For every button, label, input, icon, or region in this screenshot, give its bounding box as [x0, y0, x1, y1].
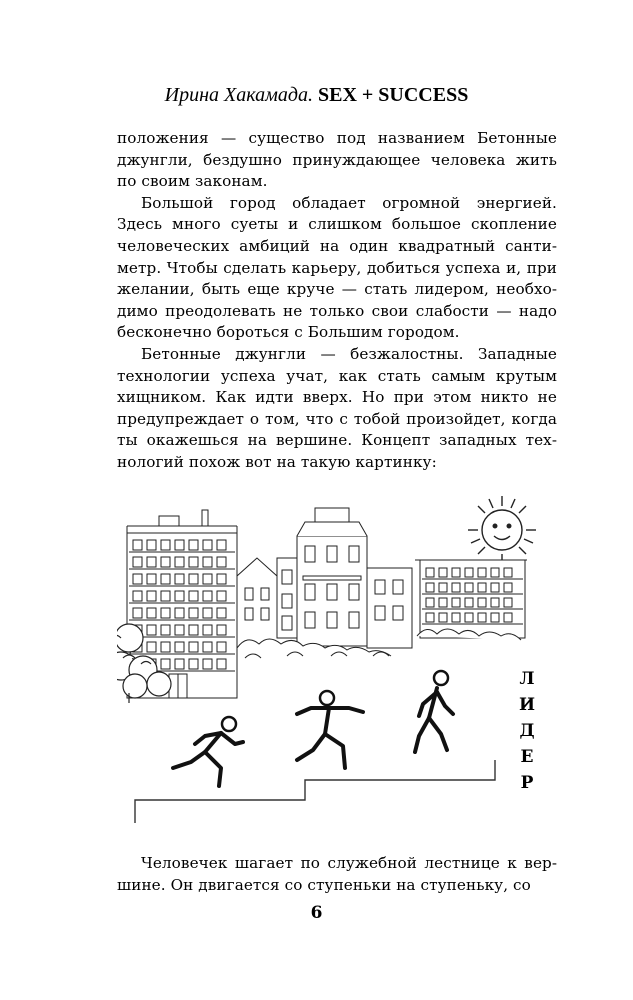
- leader-letter: Л: [519, 669, 535, 689]
- page-number: 6: [310, 903, 323, 923]
- running-figure-2: [297, 691, 363, 768]
- leader-label: [519, 669, 535, 793]
- leader-letter: Р: [520, 773, 534, 793]
- sun-icon: [468, 496, 536, 564]
- paragraph-concrete-jungle: Бетонные джунгли — безжалостны. Западные технологии успеха учат, как стать самым крутым хищником. Как идти вверх. Но при этом никто не предупреждает о том, что с тобой произойдет, когда ты окажешься на вершине. Концепт западных технологий похож вот на такую картинку:: [117, 344, 557, 471]
- classic-building-middle: [237, 508, 412, 648]
- leader-letter: И: [518, 695, 536, 715]
- career-ladder-illustration: [117, 488, 557, 828]
- leader-letter: Д: [519, 721, 535, 741]
- apartment-building-right: [415, 560, 527, 638]
- header-author: Ирина Хакамада.: [164, 84, 313, 106]
- paragraph-ladder: Человечек шагает по служебной лестнице к вершине. Он двигается со ступеньки на ступеньку, со: [117, 854, 557, 894]
- running-header: [0, 83, 633, 107]
- paragraph-big-city: Большой город обладает огромной энергией. Здесь много суеты и слишком большое скопление человеческих амбиций на один квадратный сантиметр. Чтобы сделать карьеру, добиться успеха и, при желании, быть еще круче — стать лидером, необходимо преодолевать не только свои слабости — надо бесконечно бороться с Большим городом.: [117, 193, 557, 342]
- career-staircase: [135, 760, 495, 823]
- walking-figure-3: [415, 671, 453, 752]
- paragraph-continuation: положения — существо под названием Бетонные джунгли, бездушно принуждающее человека жить по своим законам.: [117, 129, 557, 191]
- header-book-title: SEX + SUCCESS: [317, 84, 469, 106]
- running-figure-1: [173, 717, 243, 786]
- body-text-bottom: [117, 853, 557, 896]
- body-text-top: [117, 128, 557, 474]
- leader-letter: Е: [520, 747, 534, 767]
